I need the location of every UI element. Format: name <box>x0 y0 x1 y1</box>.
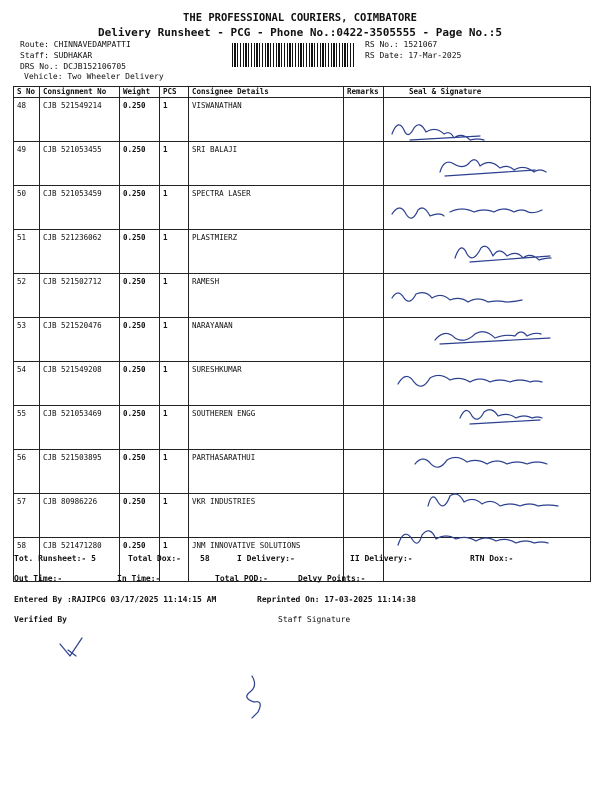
table-row <box>14 142 591 186</box>
row-weight: 0.250 <box>120 362 160 406</box>
row-consignee: RAMESH <box>189 274 344 318</box>
row-consignment: CJB 80986226 <box>40 494 120 538</box>
row-consignment: CJB 521471280 <box>40 538 120 582</box>
table-row <box>14 362 591 406</box>
row-consignee: SOUTHEREN ENGG <box>189 406 344 450</box>
row-pcs: 1 <box>160 142 189 186</box>
row-signature <box>384 186 591 230</box>
runsheet-table <box>13 86 591 582</box>
row-sno: 48 <box>14 98 40 142</box>
row-consignee: VISWANATHAN <box>189 98 344 142</box>
row-weight: 0.250 <box>120 186 160 230</box>
row-sno: 50 <box>14 186 40 230</box>
out-time: Out Time:- <box>14 574 63 583</box>
row-consignment: CJB 521053459 <box>40 186 120 230</box>
col-pcs: PCS <box>160 87 189 98</box>
vehicle-label: Vehicle: Two Wheeler Delivery <box>24 72 164 81</box>
row-remarks <box>344 98 384 142</box>
total-dox-value: 58 <box>200 554 210 563</box>
row-weight: 0.250 <box>120 230 160 274</box>
row-weight: 0.250 <box>120 98 160 142</box>
ii-delivery: II Delivery:- <box>350 554 413 563</box>
row-consignment: CJB 521503895 <box>40 450 120 494</box>
runsheet-subtitle: Delivery Runsheet - PCG - Phone No.:0422-3505555 - Page No.:5 <box>98 26 502 39</box>
table-row <box>14 494 591 538</box>
table-row <box>14 274 591 318</box>
row-remarks <box>344 274 384 318</box>
staff-label: Staff: SUDHAKAR <box>20 51 93 60</box>
row-sno: 55 <box>14 406 40 450</box>
row-pcs: 1 <box>160 538 189 582</box>
barcode <box>232 43 354 67</box>
row-pcs: 1 <box>160 274 189 318</box>
table-header-row <box>14 87 591 98</box>
table-row <box>14 406 591 450</box>
row-weight: 0.250 <box>120 318 160 362</box>
verified-by: Verified By <box>14 615 67 624</box>
rtn-dox: RTN Dox:- <box>470 554 514 563</box>
total-dox-label: Total Dox:- <box>128 554 181 563</box>
table-row <box>14 230 591 274</box>
row-sno: 56 <box>14 450 40 494</box>
col-signature: Seal & Signature <box>384 87 591 98</box>
row-remarks <box>344 362 384 406</box>
row-consignee: JNM INNOVATIVE SOLUTIONS <box>189 538 344 582</box>
row-pcs: 1 <box>160 362 189 406</box>
row-remarks <box>344 142 384 186</box>
row-consignment: CJB 521549208 <box>40 362 120 406</box>
row-pcs: 1 <box>160 494 189 538</box>
row-pcs: 1 <box>160 406 189 450</box>
rs-date-label: RS Date: 17-Mar-2025 <box>365 51 462 60</box>
row-sno: 53 <box>14 318 40 362</box>
row-pcs: 1 <box>160 98 189 142</box>
total-pod: Total POD:- <box>215 574 268 583</box>
row-remarks <box>344 230 384 274</box>
row-weight: 0.250 <box>120 142 160 186</box>
row-remarks <box>344 494 384 538</box>
company-title: THE PROFESSIONAL COURIERS, COIMBATORE <box>183 12 417 24</box>
row-consignee: SPECTRA LASER <box>189 186 344 230</box>
row-signature <box>384 318 591 362</box>
entered-by: Entered By :RAJIPCG 03/17/2025 11:14:15 AM <box>14 595 217 604</box>
row-weight: 0.250 <box>120 538 160 582</box>
col-consignment: Consignment No <box>40 87 120 98</box>
row-remarks <box>344 450 384 494</box>
row-sno: 54 <box>14 362 40 406</box>
row-weight: 0.250 <box>120 494 160 538</box>
row-weight: 0.250 <box>120 406 160 450</box>
row-consignment: CJB 521520476 <box>40 318 120 362</box>
row-sno: 58 <box>14 538 40 582</box>
col-weight: Weight <box>120 87 160 98</box>
row-signature <box>384 142 591 186</box>
table-row <box>14 318 591 362</box>
row-consignee: PARTHASARATHUI <box>189 450 344 494</box>
row-consignee: PLASTMIERZ <box>189 230 344 274</box>
row-signature <box>384 98 591 142</box>
row-signature <box>384 494 591 538</box>
row-pcs: 1 <box>160 230 189 274</box>
row-signature <box>384 406 591 450</box>
route-label: Route: CHINNAVEDAMPATTI <box>20 40 131 49</box>
table-row <box>14 450 591 494</box>
row-consignment: CJB 521502712 <box>40 274 120 318</box>
in-time: In Time:- <box>117 574 161 583</box>
i-delivery: I Delivery:- <box>237 554 295 563</box>
row-remarks <box>344 318 384 362</box>
row-consignee: SURESHKUMAR <box>189 362 344 406</box>
row-consignment: CJB 521053455 <box>40 142 120 186</box>
row-pcs: 1 <box>160 450 189 494</box>
row-signature <box>384 450 591 494</box>
reprinted-on: Reprinted On: 17-03-2025 11:14:38 <box>257 595 416 604</box>
row-sno: 49 <box>14 142 40 186</box>
row-signature <box>384 230 591 274</box>
row-remarks <box>344 186 384 230</box>
row-sno: 57 <box>14 494 40 538</box>
row-signature <box>384 274 591 318</box>
row-signature <box>384 362 591 406</box>
tot-runsheet: Tot. Runsheet:- 5 <box>14 554 96 563</box>
row-weight: 0.250 <box>120 450 160 494</box>
row-weight: 0.250 <box>120 274 160 318</box>
row-consignee: VKR INDUSTRIES <box>189 494 344 538</box>
row-sno: 51 <box>14 230 40 274</box>
drs-label: DRS No.: DCJB152106705 <box>20 62 126 71</box>
delvy-points: Delvy Points:- <box>298 574 366 583</box>
row-pcs: 1 <box>160 318 189 362</box>
row-consignment: CJB 521236062 <box>40 230 120 274</box>
rs-no-label: RS No.: 1521067 <box>365 40 438 49</box>
row-consignment: CJB 521549214 <box>40 98 120 142</box>
table-row <box>14 186 591 230</box>
row-consignee: SRI BALAJI <box>189 142 344 186</box>
col-sno: S No <box>14 87 40 98</box>
row-pcs: 1 <box>160 186 189 230</box>
row-remarks <box>344 406 384 450</box>
row-consignee: NARAYANAN <box>189 318 344 362</box>
col-consignee: Consignee Details <box>189 87 344 98</box>
staff-signature: Staff Signature <box>278 615 351 624</box>
table-row <box>14 98 591 142</box>
row-sno: 52 <box>14 274 40 318</box>
row-consignment: CJB 521053469 <box>40 406 120 450</box>
col-remarks: Remarks <box>344 87 384 98</box>
